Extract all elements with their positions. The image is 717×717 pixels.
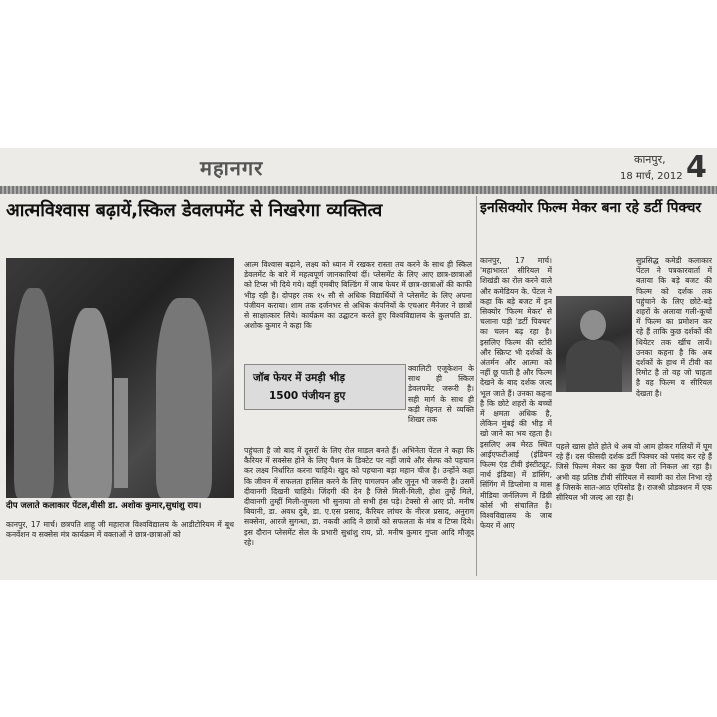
story2-column-b-bottom: पहले खास होते होते थे अब वो आम होकर गलियों में घूम रहे हैं। दस फीसदी दर्शक डर्टी पिक्चर को पसंद कर रहे हैं जिसे फिल्म मेकर का कुछ पैसा तो निकल आ रहा है। अभी वह प्रतिष्ठ टीवी सीरियल में स्वामी का रोल निभा रहे हैं जिसके सात-आठ एपिसोड है। राजश्री प्रोडक्शन में एक सीरियल भी जल्द आ रहा है। (556, 442, 712, 503)
person-figure (156, 298, 212, 498)
story1-column-right: क्वालिटी एजूकेशन के साथ ही स्किल डेवलपमेंट जरूरी है। सही मार्ग के साथ ही कड़ी मेहनत से व्यक्ति शिखर तक (408, 364, 474, 425)
event-photo (6, 258, 234, 498)
person-body-shape (566, 340, 622, 392)
column-divider (476, 196, 477, 576)
section-title: महानगर (200, 156, 264, 180)
dateline-date: 18 मार्च, 2012 (620, 171, 683, 182)
photo-caption: दीप जलाते कलाकार पेंटल,वीसी डा. अशोक कुमार,सुधांशु राय। (6, 501, 202, 511)
jobfair-box (244, 364, 406, 410)
masthead (0, 148, 717, 192)
box-subheadline: 1500 पंजीयन हुए (269, 390, 346, 402)
lamp-shape (114, 378, 128, 488)
person-head-shape (580, 310, 606, 340)
story1-dateline: कानपुर, 17 मार्च। छत्रपति शाहू जी महाराज विश्वविद्यालय के आडीटोरियम में बूथ कनर्वेशन व सक्सेस मंत्र कार्यक्रम में वक्ताओं ने छात्र-छात्राओं को (6, 520, 234, 540)
page-number: 4 (686, 150, 707, 185)
newspaper-page (0, 148, 717, 580)
box-headline: जॉब फेयर में उमड़ी भीड़ (253, 372, 345, 384)
story1-column-top: आत्म विश्वास बढ़ाने, लक्ष्य को ध्यान में रखकर रास्ता तय करने के साथ ही स्किल डेवलमेंट के बारे में महत्वपूर्ण जानकारियां दीं। प्लेसमेंट के लिए आए छात्र-छात्राओं को टिप्स भी दिये गये। वहीं एमबीए बिल्डिंग में जाब फेयर में छात्र-छात्राओं की काफी भीड़ रही है। दोपहर तक १५ सौ से अधिक विद्यार्थियों ने प्लेसमेंट के लिए अपना पंजीयन कराया। शाम तक दर्जनभर से अधिक कंपनियों के एचआर मैनेजर ने छात्रों से साक्षात्कार लिये। कार्यक्रम का उद्घाटन करते हुए विश्वविद्यालय के कुलपति डा. अशोक कुमार ने कहा कि (244, 260, 472, 331)
person-figure (14, 288, 54, 498)
story1-headline: आत्मविश्वास बढ़ायें,स्किल डेवलपमेंट से निखरेगा व्यक्तित्व (6, 200, 383, 221)
dateline-city: कानपुर, (634, 153, 666, 166)
story2-column-a: कानपुर, 17 मार्च। 'महाभारत' सीरियल में शिखंडी का रोल करने वाले और कमेडियन के. पेंटल ने कहा कि बड़े बजट में इन सिक्योर 'फिल्म मेकर' से चलाना पड़ी 'डर्टी पिक्चर' का चलन बढ़ रहा है। इसलिए फिल्म की स्टोरी और स्क्रिप्ट भी दर्शकों के अंतर्मन और आत्मा को नहीं छू पाती है और फिल्म देखने के बाद दर्शक जल्द भूल जाते हैं। उनका कहना है कि छोटे शहरों के बच्चों में क्षमता अधिक है, लेकिन मुंबई की भीड़ में खो जाने का भय रहता है। इसलिए अब मेरठ स्थित आईएफटीआई (इंडियन फिल्म एंड टीवी इंस्टीट्यूट, नार्थ इंडिया) में डांसिंग, सिंगिंग में डिप्लोमा व मास मीडिया जर्नलिज्म में डिग्री कोर्स भी संचालित है। विश्वविद्यालय के जाब फेयर में आए (480, 256, 552, 531)
masthead-rule (0, 186, 717, 194)
story1-column-bottom: पहुंचता है जो बाद में दूसरों के लिए रोल माडल बनते हैं। अभिनेता पेंटल ने कहा कि कैरियर में सक्सेस होने के लिए पैशन के डिक्टेट पर नहीं जाये और सेल्फ को पहचान कर लक्ष्य निर्धारित करना चाहिये। खुद को पहचाना बड़ा महान चीज है। उन्होंने कहा कि जीवन में सफलता हासिल करने के लिए पागलपन और जुनून भी जरूरी है। उसमें दीवानगी दिखनी चाहिये। जिंदगी की देन है जिसे मिली-मिली, होश तुम्हें मिले, दीवानगी तुम्हीं मिली-जुमला भी सुनाया तो सभी हंस पड़े। टेक्सो से आए प्रो. मनीष बियानी, डा. अवध दुबे, डा. ए.एस प्रसाद, कैरियर लांचर के नीरज प्रसाद, अनुराग सक्सेना, आरजे सुगन्धा, डा. नकवी आदि ने छात्रों को सफलता के मंत्र व टिप्स दिये। इस दौरान प्लेसमेंट सेल के प्रभारी सुधांशु राय, प्रो. मनीष कुमार गुप्ता आदि मौजूद रहे। (244, 446, 474, 547)
story2-headline: इनसिक्योर फिल्म मेकर बना रहे डर्टी पिक्चर (480, 200, 702, 216)
story2-column-b-top: सुप्रसिद्ध कमेडी कलाकार पेंटल ने पत्रकारवार्ता में बताया कि बड़े बजट की फिल्म को दर्शक तक पहुंचाने के लिए छोटे-बड़े शहरों के अलावा गली-कूचों में फिल्म का प्रमोशन कर रहे हैं ताकि कुछ दर्शकों की थियेटर तक खींच लायें। उनका कहना है कि अब दर्शकों के हाथ में टीवी का रिमोट है तो वह जो चाहता है वह फिल्म व सीरियल देखता है। (636, 256, 712, 398)
actor-photo (556, 296, 632, 392)
person-figure (68, 308, 112, 498)
